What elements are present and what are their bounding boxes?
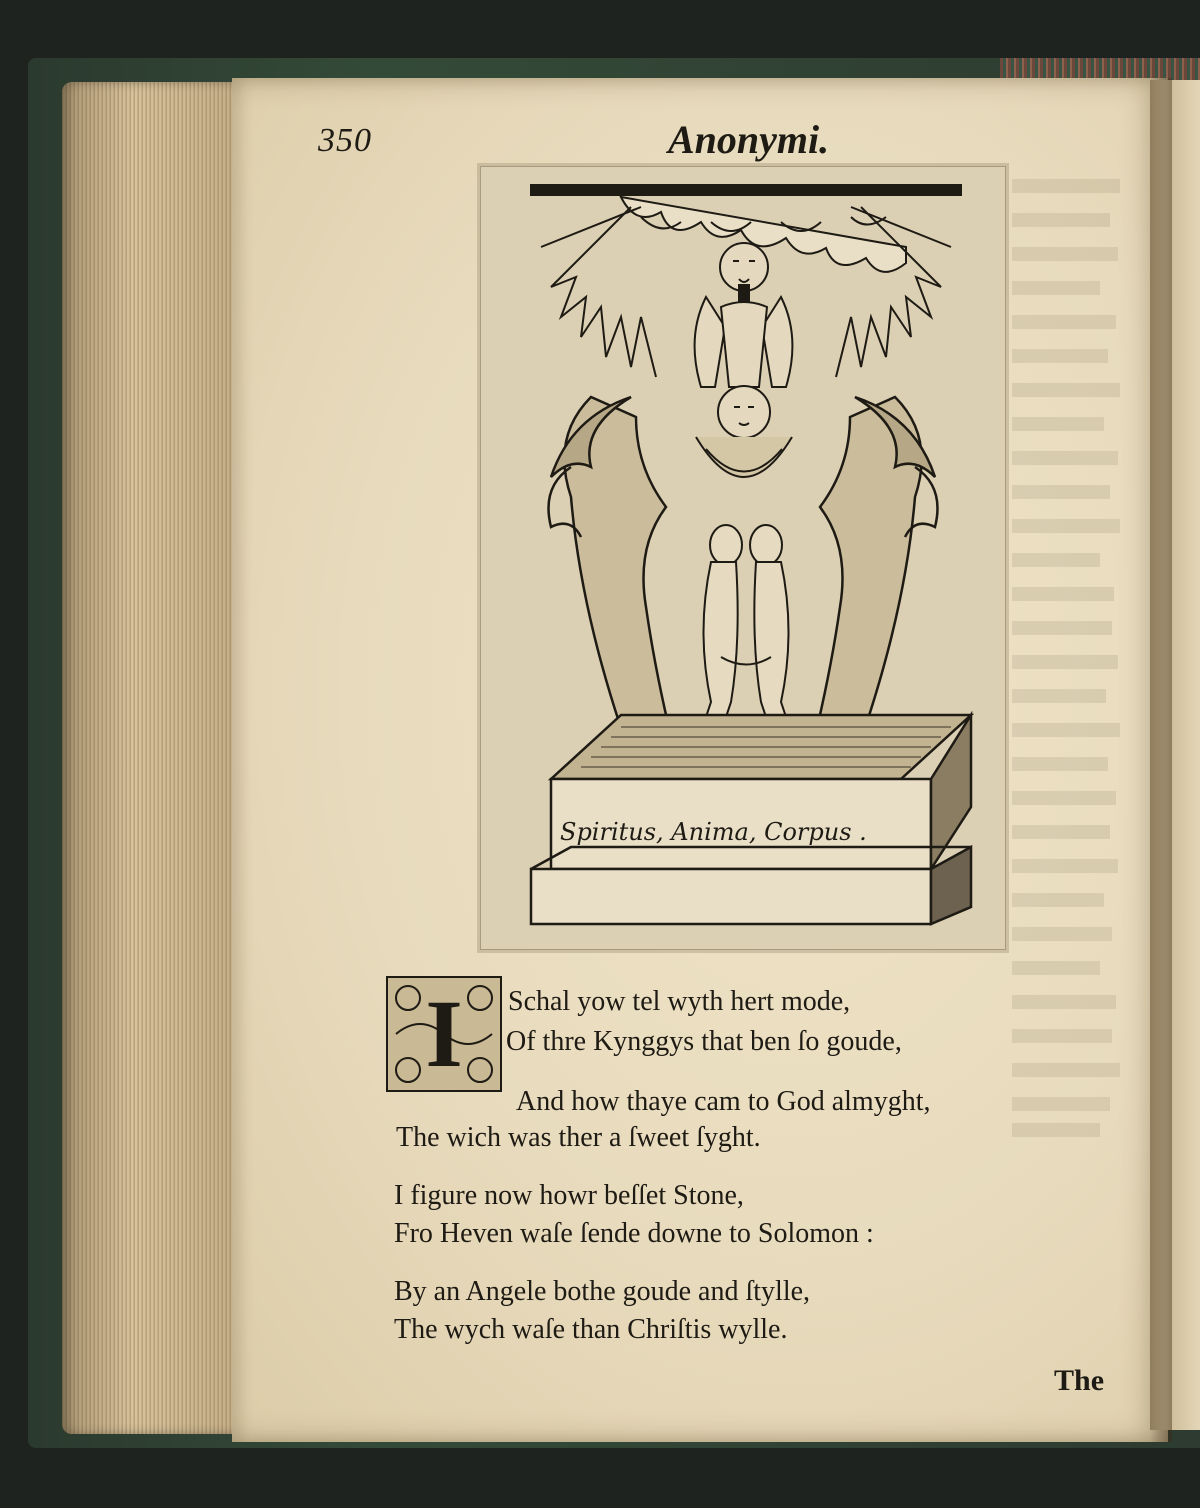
verse-line-4: The wich was ther a ſweet ſyght. bbox=[396, 1122, 761, 1153]
drop-cap-letter: I bbox=[425, 980, 463, 1087]
verse-line-8: The wych waſe than Chriſtis wylle. bbox=[394, 1314, 788, 1345]
headband bbox=[1000, 58, 1200, 80]
verse-line-6: Fro Heven waſe ſende downe to Solomon : bbox=[394, 1218, 874, 1249]
gutter-shadow bbox=[1150, 78, 1172, 1442]
decorated-initial bbox=[386, 976, 502, 1092]
verse-line-5: I figure now howr beſſet Stone, bbox=[394, 1180, 744, 1211]
plate-caption: Spiritus, Anima, Corpus . bbox=[560, 818, 867, 846]
verse-line-7: By an Angele bothe goude and ſtylle, bbox=[394, 1276, 811, 1307]
running-head: Anonymi. bbox=[668, 117, 830, 162]
page-edges-shade bbox=[62, 82, 240, 1434]
verse-line-2: Of thre Kynggys that ben ſo goude, bbox=[506, 1026, 902, 1057]
page-number: 350 bbox=[318, 122, 372, 159]
verse-line-1: Schal yow tel wyth hert mode, bbox=[508, 986, 851, 1017]
verse-line-3: And how thaye cam to God almyght, bbox=[516, 1086, 931, 1117]
catchword: The bbox=[1054, 1364, 1105, 1397]
